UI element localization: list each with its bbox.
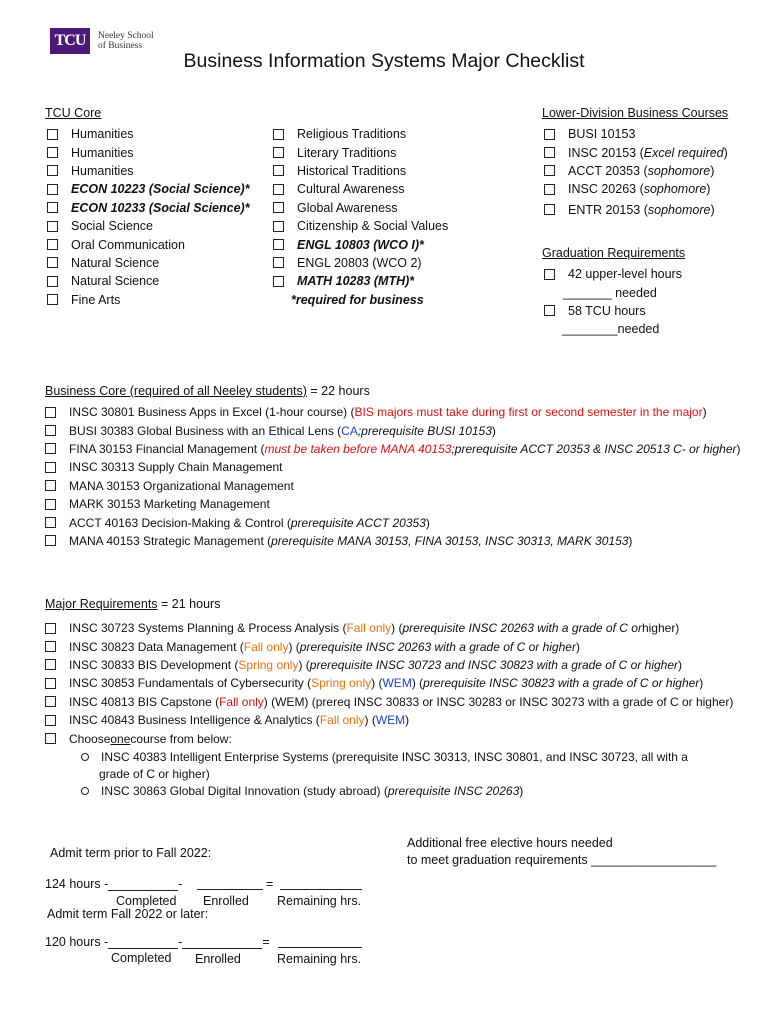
sub-option[interactable]: INSC 40383 Intelligent Enterprise Systems (prerequisite INSC 30313, INSC 30801, and INSC 30723, all with a [45,748,733,766]
checklist-item[interactable]: Citizenship & Social Values [273,217,448,235]
checklist-item[interactable]: ENTR 20153 ( sophomore ) [544,201,728,219]
checkbox[interactable] [273,257,284,268]
graduation-list [544,265,682,339]
needed-field[interactable]: ________needed [562,322,660,337]
lower-division-heading: Lower-Division Business Courses [542,106,729,120]
checklist-item[interactable]: FINA 30153 Financial Management ( must be taken before MANA 40153 ;prerequisite ACCT 20353 & INSC 20513 C- or higher ) [45,440,740,458]
checklist-item[interactable]: ACCT 20353 ( sophomore ) [544,162,728,180]
checklist-item[interactable]: Literary Traditions [273,143,448,161]
logo-line2: of Business [98,41,143,51]
enrolled-label: Enrolled [195,952,241,966]
checkbox[interactable] [47,202,58,213]
sub-option-continued: grade of C or higher) [99,767,210,782]
checklist-item[interactable]: BUSI 30383 Global Business with an Ethical Lens ( CA ;prerequisite BUSI 10153 ) [45,421,740,439]
checklist-item[interactable]: Religious Traditions [273,125,448,143]
checkbox[interactable] [47,184,58,195]
checklist-item[interactable]: MANA 30153 Organizational Management [45,477,740,495]
logo-school-name [98,31,154,51]
checkbox[interactable] [45,678,56,689]
elective-line2[interactable]: to meet graduation requirements __________________ [407,853,717,867]
checkbox[interactable] [45,696,56,707]
checkbox[interactable] [544,165,555,176]
bullet-icon [81,787,89,795]
checklist-item[interactable]: 58 TCU hours [544,302,682,320]
enrolled-label: Enrolled [203,894,249,908]
checkbox[interactable] [47,276,58,287]
business-core-heading: Business Core (required of all Neeley students) = 22 hours [45,384,370,398]
admit-prior-label: Admit term prior to Fall 2022: [50,846,212,860]
checklist-item[interactable]: INSC 20153 ( Excel required ) [544,143,728,161]
checkbox[interactable] [47,129,58,140]
major-heading: Major Requirements = 21 hours [45,597,221,611]
enrolled-field[interactable] [197,877,263,890]
checkbox[interactable] [273,276,284,287]
checklist-item[interactable]: INSC 30313 Supply Chain Management [45,458,740,476]
completed-field[interactable] [108,936,178,949]
completed-label: Completed [111,951,172,965]
checklist-item[interactable]: INSC 30833 BIS Development ( Spring only ) ( prerequisite INSC 30723 and INSC 30823 with a grade of C or higher ) [45,656,733,674]
sub-option[interactable]: INSC 30863 Global Digital Innovation (study abroad) ( prerequisite INSC 20263 ) [45,782,733,800]
checklist-item[interactable]: 42 upper-level hours [544,265,682,283]
completed-field[interactable] [108,878,178,891]
checkbox[interactable] [45,499,56,510]
checkbox[interactable] [47,147,58,158]
checklist-item[interactable]: Humanities [47,143,250,161]
checkbox[interactable] [544,147,555,158]
checklist-item[interactable]: MARK 30153 Marketing Management [45,495,740,513]
checkbox[interactable] [273,239,284,250]
checkbox[interactable] [544,184,555,195]
checkbox[interactable] [47,294,58,305]
tcu-core-col2 [273,125,448,309]
graduation-heading: Graduation Requirements [542,246,686,260]
checklist-item[interactable]: Humanities [47,162,250,180]
page-title: Business Information Systems Major Checklist [183,50,585,72]
checkbox[interactable] [273,147,284,158]
checklist-item[interactable]: INSC 30723 Systems Planning & Process Analysis ( Fall only ) ( prerequisite INSC 20263 with a grade of C or higher) [45,619,733,637]
checklist-item[interactable]: INSC 30801 Business Apps in Excel (1-hour course) ( BIS majors must take during first or second semester in the major ) [45,403,740,421]
checkbox[interactable] [544,129,555,140]
checkbox[interactable] [45,535,56,546]
checklist-item[interactable]: Historical Traditions [273,162,448,180]
checkbox[interactable] [273,165,284,176]
equals-sign: = [266,877,274,891]
checklist-item[interactable]: Humanities [47,125,250,143]
checkbox[interactable] [45,425,56,436]
checklist-item[interactable]: Fine Arts [47,291,250,309]
checklist-item[interactable]: Natural Science [47,272,250,290]
lower-division-list [544,125,728,219]
checkbox[interactable] [45,480,56,491]
checklist-item[interactable]: INSC 20263 ( sophomore ) [544,180,728,198]
checklist-item[interactable]: ENGL 10803 (WCO I)* [273,235,448,253]
checklist-item[interactable]: ACCT 40163 Decision-Making & Control ( prerequisite ACCT 20353 ) [45,513,740,531]
checklist-item[interactable]: INSC 30853 Fundamentals of Cybersecurity ( Spring only ) ( WEM ) ( prerequisite INSC 30823 with a grade of C or higher ) [45,674,733,692]
checklist-item[interactable]: INSC 40843 Business Intelligence & Analytics ( Fall only ) ( WEM ) [45,711,733,729]
checklist-item[interactable]: ENGL 20803 (WCO 2) [273,254,448,272]
elective-line1: Additional free elective hours needed [407,836,613,850]
checklist-item[interactable]: Cultural Awareness [273,180,448,198]
tcu-core-col1 [47,125,250,309]
checkbox[interactable] [273,202,284,213]
enrolled-field[interactable] [182,936,262,949]
checklist-item[interactable]: BUSI 10153 [544,125,728,143]
checklist-item[interactable]: Social Science [47,217,250,235]
checkbox[interactable] [45,733,56,744]
checklist-item[interactable]: ECON 10233 (Social Science)* [47,199,250,217]
remaining-field[interactable] [280,877,362,890]
checkbox[interactable] [47,165,58,176]
tcu-core-heading: TCU Core [45,106,102,120]
checkbox[interactable] [45,407,56,418]
checkbox[interactable] [45,659,56,670]
checkbox[interactable] [273,221,284,232]
hours124-row: 124 hours - - [45,877,183,891]
checkbox[interactable] [47,257,58,268]
checkbox[interactable] [45,462,56,473]
checklist-item[interactable]: MANA 40153 Strategic Management ( prerequisite MANA 30153, FINA 30153, INSC 30313, MARK 30153 ) [45,532,740,550]
checkbox[interactable] [273,129,284,140]
checklist-item[interactable]: Choose one course from below: [45,729,733,747]
required-note: *required for business [291,292,424,307]
checkbox[interactable] [544,305,555,316]
logo-line1: Neeley School [98,31,154,41]
major-list [45,619,733,801]
remaining-label: Remaining hrs. [277,894,362,908]
checkbox[interactable] [47,239,58,250]
checkbox[interactable] [45,443,56,454]
checklist-item[interactable]: ECON 10223 (Social Science)* [47,180,250,198]
checkbox[interactable] [45,641,56,652]
checklist-item[interactable]: INSC 40813 BIS Capstone ( Fall only ) (WEM) (prereq INSC 30833 or INSC 30283 or INSC 30273 with a grade of C or higher) [45,693,733,711]
hours120-row: 120 hours - - = [45,935,270,949]
admit-later-label: Admit term Fall 2022 or later: [47,907,209,921]
checklist-item[interactable]: Oral Communication [47,235,250,253]
checkbox[interactable] [45,517,56,528]
business-core-list [45,403,740,550]
checkbox[interactable] [47,221,58,232]
checklist-item[interactable]: MATH 10283 (MTH)* [273,272,448,290]
checkbox[interactable] [544,269,555,280]
checkbox[interactable] [273,184,284,195]
checkbox[interactable] [45,715,56,726]
remaining-label: Remaining hrs. [277,952,362,966]
checkbox[interactable] [45,623,56,634]
bullet-icon [81,753,89,761]
checklist-item[interactable]: INSC 30823 Data Management ( Fall only ) ( prerequisite INSC 20263 with a grade of C or higher ) [45,637,733,655]
needed-field[interactable]: _______ needed [563,285,657,300]
completed-label: Completed [116,894,177,908]
remaining-field[interactable] [278,935,362,948]
logo-mark: TCU [54,32,86,49]
checkbox[interactable] [544,204,555,215]
checklist-item[interactable]: Global Awareness [273,199,448,217]
checklist-item[interactable]: Natural Science [47,254,250,272]
